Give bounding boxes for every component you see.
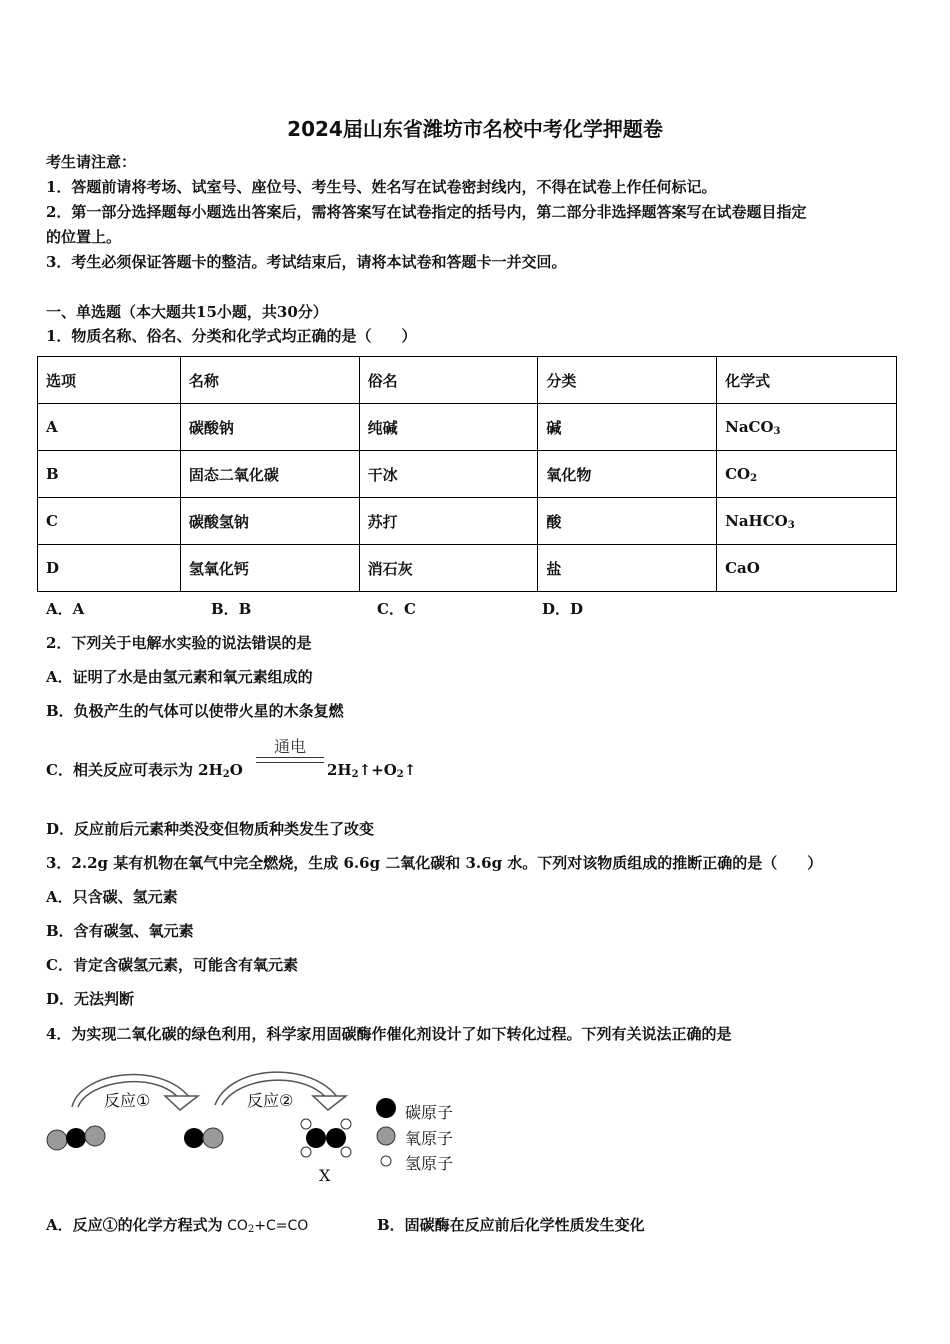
q1-table xyxy=(37,356,897,592)
q2-stem: 2．下列关于电解水实验的说法错误的是 xyxy=(46,634,312,652)
oxygen-atom xyxy=(85,1126,105,1146)
legend-carbon-icon xyxy=(376,1098,396,1118)
oxygen-atom xyxy=(203,1128,223,1148)
table-cell: 碳酸钠 xyxy=(180,404,359,451)
q3-option-d: D．无法判断 xyxy=(46,990,135,1008)
q3-option-b: B．含有碳氢、氧元素 xyxy=(46,922,194,940)
table-cell: D xyxy=(38,545,181,592)
formula-main: CO xyxy=(725,464,751,483)
notice-item: 1．答题前请将考场、试室号、座位号、考生号、姓名写在试卷密封线内，不得在试卷上作任何标记。 xyxy=(46,178,717,196)
table-cell: 苏打 xyxy=(359,498,538,545)
legend-hydrogen-icon xyxy=(381,1156,391,1166)
hydrogen-atom xyxy=(341,1147,351,1157)
formula-cell xyxy=(717,498,897,545)
q2-option-c xyxy=(46,760,243,785)
q2-option-a: A．证明了水是由氢元素和氧元素组成的 xyxy=(46,668,313,686)
page-title: 2024届山东省潍坊市名校中考化学押题卷 xyxy=(287,117,663,141)
reaction-condition: 通电 xyxy=(273,737,306,756)
section-heading: 一、单选题（本大题共15小题，共30分） xyxy=(46,303,328,321)
carbon-atom xyxy=(184,1128,204,1148)
table-row xyxy=(38,498,897,545)
table-header-cell: 选项 xyxy=(38,357,181,404)
formula-sub: 3 xyxy=(773,425,781,437)
formula-cell xyxy=(717,545,897,592)
q2-c-sub: 2 xyxy=(222,769,230,780)
table-cell: 氧化物 xyxy=(538,451,717,498)
formula-main: CaO xyxy=(725,558,760,577)
arrow-head-2 xyxy=(313,1096,346,1110)
legend-hydrogen-label: 氢原子 xyxy=(405,1154,454,1173)
q4-a-eq-sub: 2 xyxy=(247,1224,255,1235)
q2-product-text: ↑ xyxy=(403,761,417,779)
q1-choice-d: D．D xyxy=(542,600,584,618)
table-cell: 碱 xyxy=(538,404,717,451)
q4-a-eq: +C=CO xyxy=(254,1218,309,1234)
formula-sub: 3 xyxy=(787,519,795,531)
legend-carbon-label: 碳原子 xyxy=(405,1103,454,1122)
formula-sub: 2 xyxy=(750,472,758,484)
q2-product-sub: 2 xyxy=(396,769,404,780)
hydrogen-atom xyxy=(301,1119,311,1129)
carbon-atom xyxy=(306,1128,326,1148)
x-label: X xyxy=(319,1166,331,1185)
table-header-cell: 化学式 xyxy=(717,357,897,404)
reaction-2-label: 反应② xyxy=(247,1091,294,1110)
table-cell: 干冰 xyxy=(359,451,538,498)
q2-product-sub: 2 xyxy=(351,769,359,780)
table-cell: 盐 xyxy=(538,545,717,592)
q4-a-text: A．反应①的化学方程式为 xyxy=(46,1216,223,1234)
q4-a-eq: CO xyxy=(222,1218,248,1234)
arrow-head-1 xyxy=(165,1096,198,1110)
reaction-1-label: 反应① xyxy=(104,1091,151,1110)
q2-product-text: 2H xyxy=(327,761,352,779)
notice-item: 3．考生必须保证答题卡的整洁。考试结束后，请将本试卷和答题卡一并交回。 xyxy=(46,253,567,271)
q3-stem: 3．2.2g 某有机物在氧气中完全燃烧，生成 6.6g 二氧化碳和 3.6g 水。下列对该物质组成的推断正确的是（ ） xyxy=(46,854,823,872)
formula-cell xyxy=(717,451,897,498)
q4-option-a xyxy=(46,1215,308,1240)
table-row xyxy=(38,451,897,498)
equals-sign xyxy=(256,757,324,763)
formula-main: NaCO xyxy=(725,417,774,436)
q1-choice-b: B．B xyxy=(211,600,252,618)
oxygen-atom xyxy=(47,1130,67,1150)
q1-stem: 1．物质名称、俗名、分类和化学式均正确的是（ ） xyxy=(46,327,417,345)
table-cell: A xyxy=(38,404,181,451)
q2-option-d: D．反应前后元素种类没变但物质种类发生了改变 xyxy=(46,820,375,838)
carbon-atom xyxy=(66,1128,86,1148)
notice-item: 2．第一部分选择题每小题选出答案后，需将答案写在试卷指定的括号内，第二部分非选择题答案写在试卷题目指定 xyxy=(46,203,807,221)
notice-heading: 考生请注意： xyxy=(46,153,137,171)
table-header-cell: 名称 xyxy=(180,357,359,404)
q1-choice-a: A．A xyxy=(46,600,85,618)
table-cell: 消石灰 xyxy=(359,545,538,592)
table-header-cell: 分类 xyxy=(538,357,717,404)
q2-c-text: O xyxy=(229,761,243,779)
table-cell: 氢氧化钙 xyxy=(180,545,359,592)
formula-main: NaHCO xyxy=(725,511,788,530)
table-cell: 纯碱 xyxy=(359,404,538,451)
table-cell: 酸 xyxy=(538,498,717,545)
q4-option-b: B．固碳酶在反应前后化学性质发生变化 xyxy=(377,1216,645,1234)
table-header-cell: 俗名 xyxy=(359,357,538,404)
q4-stem: 4．为实现二氧化碳的绿色利用，科学家用固碳酶作催化剂设计了如下转化过程。下列有关说法正确的是 xyxy=(46,1025,732,1043)
legend-oxygen-label: 氧原子 xyxy=(405,1129,454,1148)
legend-oxygen-icon xyxy=(377,1127,395,1145)
table-row xyxy=(38,545,897,592)
table-cell: 固态二氧化碳 xyxy=(180,451,359,498)
table-row xyxy=(38,404,897,451)
q3-option-a: A．只含碳、氢元素 xyxy=(46,888,178,906)
table-header-row xyxy=(38,357,897,404)
hydrogen-atom xyxy=(341,1119,351,1129)
q2-option-b: B．负极产生的气体可以使带火星的木条复燃 xyxy=(46,702,344,720)
q2-product-text: ↑+O xyxy=(358,761,397,779)
q2-c-text: C．相关反应可表示为 2H xyxy=(46,761,223,779)
formula-cell xyxy=(717,404,897,451)
table-cell: B xyxy=(38,451,181,498)
table-cell: C xyxy=(38,498,181,545)
notice-item: 的位置上。 xyxy=(46,228,122,246)
table-cell: 碳酸氢钠 xyxy=(180,498,359,545)
q1-choice-c: C．C xyxy=(377,600,416,618)
hydrogen-atom xyxy=(301,1147,311,1157)
q2-products xyxy=(327,760,416,785)
carbon-atom xyxy=(326,1128,346,1148)
q3-option-c: C．肯定含碳氢元素，可能含有氧元素 xyxy=(46,956,298,974)
